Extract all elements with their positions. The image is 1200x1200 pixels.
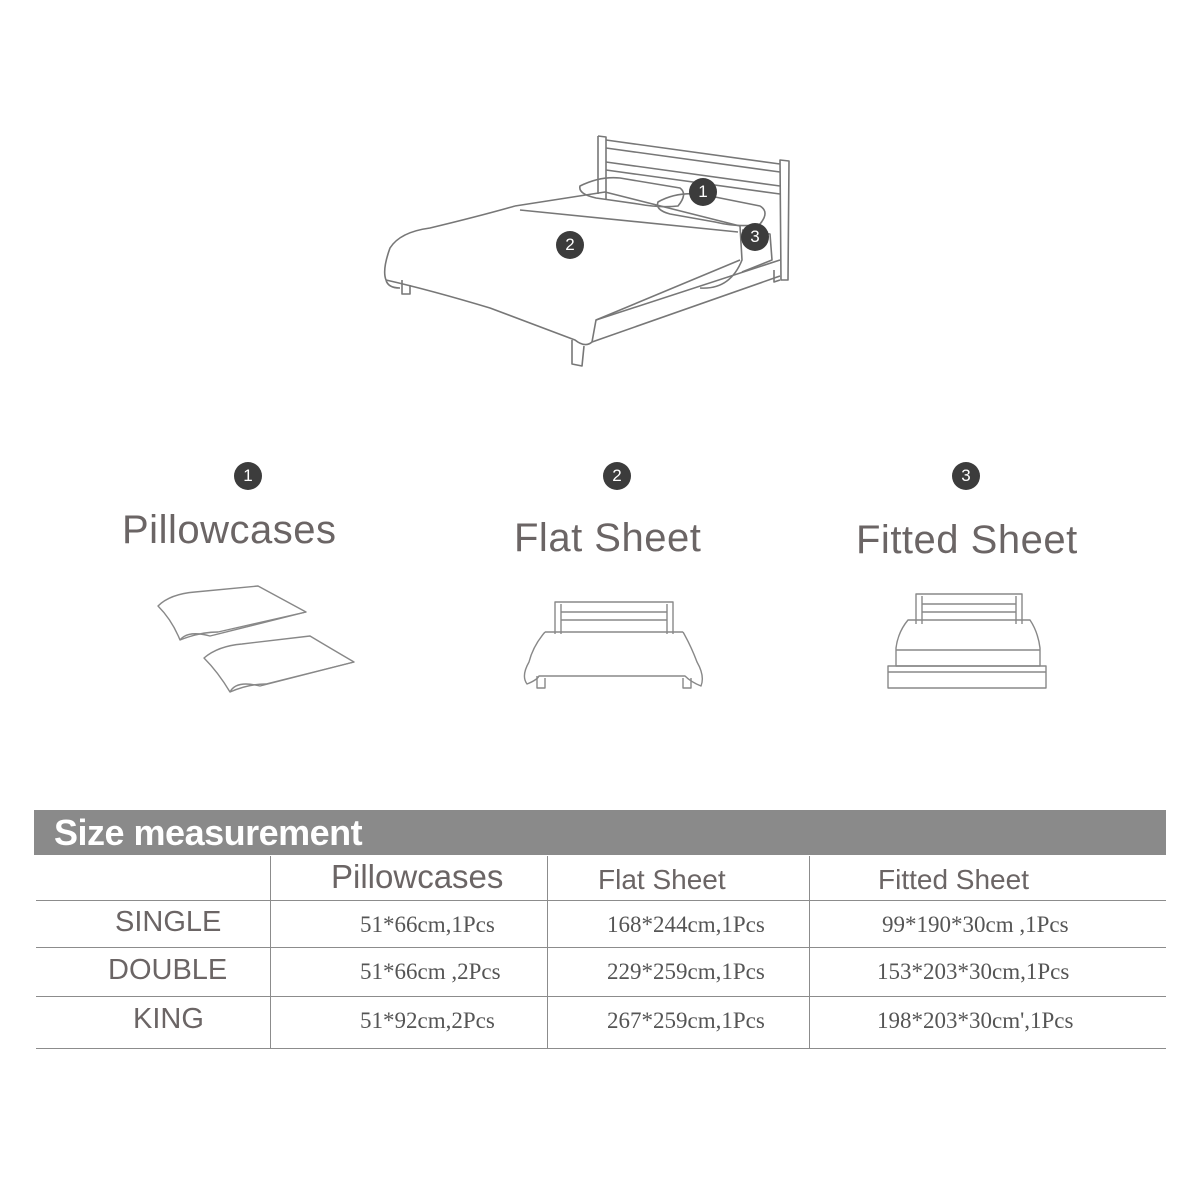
table-column-divider	[809, 856, 810, 1048]
part-title-pillowcases: Pillowcases	[122, 508, 337, 552]
part-title-flat-sheet: Flat Sheet	[514, 516, 702, 560]
row-header-double: DOUBLE	[108, 954, 228, 986]
table-cell: 168*244cm,1Pcs	[607, 912, 765, 937]
table-divider	[36, 996, 1166, 997]
part-number-1: 1	[234, 462, 262, 490]
table-divider	[36, 947, 1166, 948]
fitted-sheet-icon	[884, 590, 1050, 692]
column-header-pillowcases: Pillowcases	[331, 858, 504, 895]
marker-fitted-sheet: 3	[741, 223, 769, 251]
table-cell: 51*66cm,1Pcs	[360, 912, 495, 937]
size-measurement-title: Size measurement	[54, 812, 363, 853]
row-header-king: KING	[133, 1003, 204, 1035]
table-divider	[36, 900, 1166, 901]
flat-sheet-icon	[515, 598, 710, 696]
table-cell: 51*66cm ,2Pcs	[360, 959, 501, 984]
size-measurement-header	[34, 810, 1166, 855]
table-cell: 99*190*30cm ,1Pcs	[882, 912, 1069, 937]
part-number-3: 3	[952, 462, 980, 490]
bed-illustration	[370, 120, 810, 380]
row-header-single: SINGLE	[115, 906, 222, 938]
part-title-fitted-sheet: Fitted Sheet	[856, 518, 1078, 562]
table-cell: 51*92cm,2Pcs	[360, 1008, 495, 1033]
table-cell: 267*259cm,1Pcs	[607, 1008, 765, 1033]
table-cell: 153*203*30cm,1Pcs	[877, 959, 1070, 984]
table-column-divider	[547, 856, 548, 1048]
pillowcases-icon	[150, 580, 360, 700]
table-column-divider	[270, 856, 271, 1048]
table-cell: 198*203*30cm',1Pcs	[877, 1008, 1074, 1033]
column-header-flat-sheet: Flat Sheet	[598, 864, 726, 895]
table-divider	[36, 1048, 1166, 1049]
part-number-2: 2	[603, 462, 631, 490]
marker-pillowcases: 1	[689, 178, 717, 206]
bed-line-art	[370, 120, 810, 380]
marker-flat-sheet: 2	[556, 231, 584, 259]
table-cell: 229*259cm,1Pcs	[607, 959, 765, 984]
column-header-fitted-sheet: Fitted Sheet	[878, 864, 1029, 895]
